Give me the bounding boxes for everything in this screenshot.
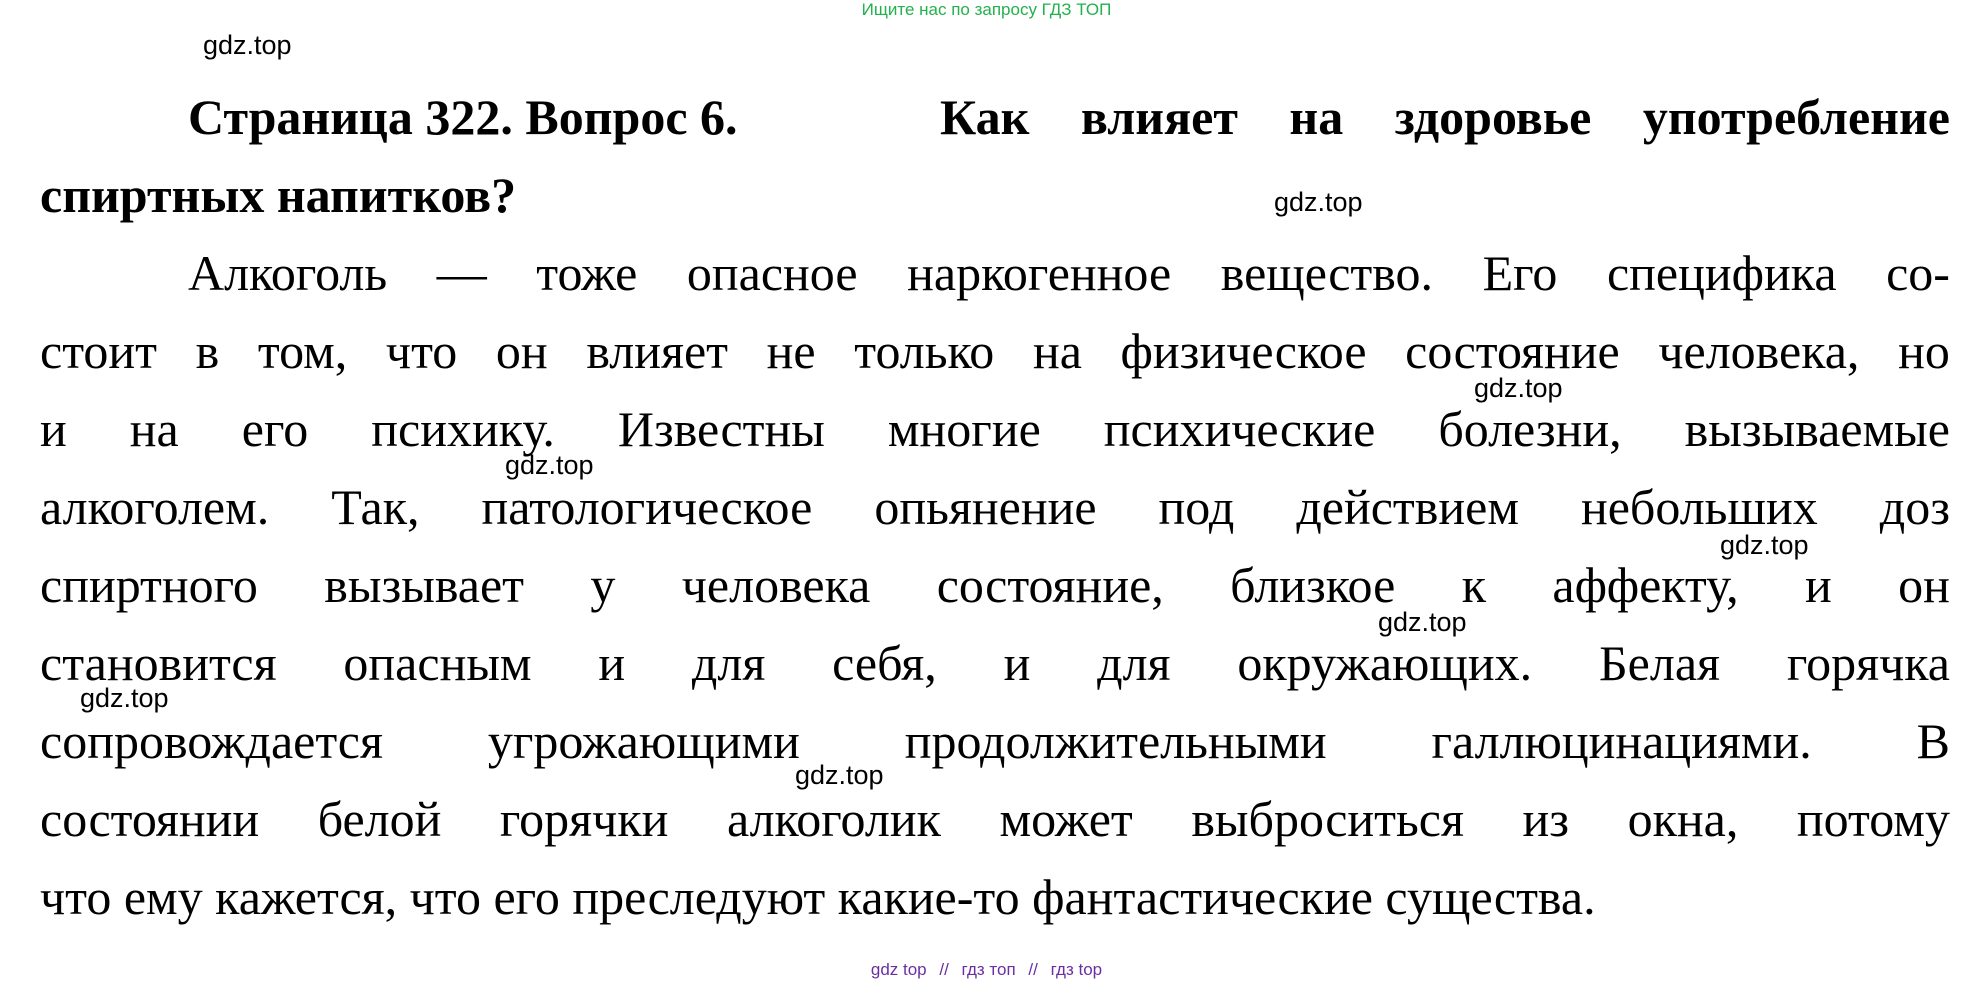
heading-page-number: Страница 322. Вопрос 6.	[188, 89, 738, 145]
watermark: gdz.top	[1274, 187, 1363, 217]
answer-line: сопровождается угрожающими продолжительными галлюцинациями. В	[40, 713, 1950, 769]
watermark: gdz.top	[203, 30, 292, 60]
footer-link-gdz-top[interactable]: gdz top	[870, 960, 927, 979]
watermark: gdz.top	[1720, 530, 1809, 560]
footer-separator: //	[939, 960, 949, 979]
question-heading-line2: спиртных напитков?	[40, 167, 517, 223]
question-heading	[188, 78, 1950, 156]
answer-line: что ему кажется, что его преследуют какие-то фантастические существа.	[40, 869, 1596, 925]
watermark: gdz.top	[1474, 373, 1563, 403]
top-banner-link[interactable]: Ищите нас по запросу ГДЗ ТОП	[861, 0, 1112, 19]
answer-line: спиртного вызывает у человека состояние, близкое к аффекту, и он	[40, 557, 1950, 613]
answer-line: состоянии белой горячки алкоголик может выброситься из окна, потому	[40, 791, 1950, 847]
footer-links	[0, 960, 1973, 980]
footer-separator: //	[1028, 960, 1038, 979]
answer-line: алкоголем. Так, патологическое опьянение под действием небольших доз	[40, 479, 1950, 535]
watermark: gdz.top	[80, 683, 169, 713]
heading-question: Как влияет на здоровье употребление	[940, 89, 1950, 145]
answer-line: Алкоголь — тоже опасное наркогенное вещество. Его специфика со-	[188, 245, 1950, 301]
answer-line: стоит в том, что он влияет не только на физическое состояние человека, но	[40, 323, 1950, 379]
answer-line: и на его психику. Известны многие психические болезни, вызываемые	[40, 401, 1950, 457]
watermark: gdz.top	[795, 760, 884, 790]
footer-link-gdz-top-ru[interactable]: гдз топ	[961, 960, 1016, 979]
footer-link-gdz-top-mixed[interactable]: гдз top	[1050, 960, 1103, 979]
answer-line: становится опасным и для себя, и для окружающих. Белая горячка	[40, 635, 1950, 691]
watermark: gdz.top	[1378, 607, 1467, 637]
watermark: gdz.top	[505, 450, 594, 480]
